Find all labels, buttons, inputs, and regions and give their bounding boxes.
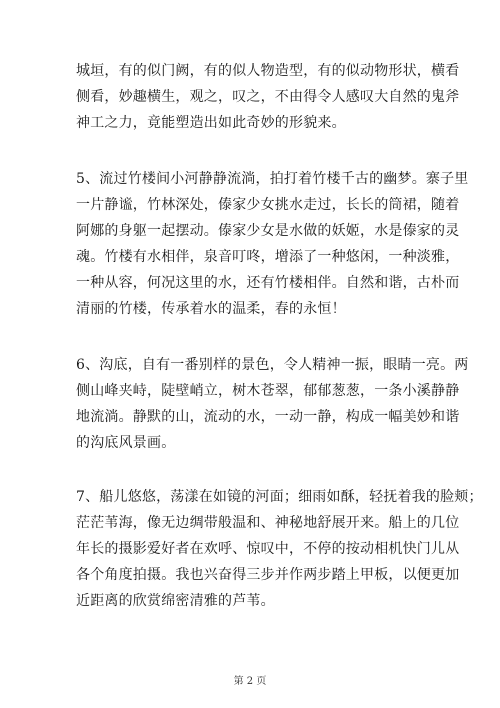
paragraph-7 (76, 484, 483, 614)
text-line: 神工之力，竟能塑造出如此奇妙的形貌来。 (76, 115, 346, 131)
paragraph-continuation (76, 58, 460, 136)
text-line: 茫茫苇海，像无边绸带般温和、神秘地舒展开来。船上的几位 (76, 515, 460, 531)
text-line: 的沟底风景画。 (76, 435, 176, 451)
paragraph-5 (76, 166, 469, 322)
text-line: 7、船儿悠悠，荡漾在如镜的河面；细雨如酥，轻抚着我的脸颊； (76, 489, 483, 505)
text-line: 城垣，有的似门阙，有的似人物造型，有的似动物形状，横看 (76, 63, 460, 79)
text-line: 阿娜的身躯一起摆动。傣家少女是水做的妖姬，水是傣家的灵 (76, 223, 460, 239)
text-line: 一片静谧，竹林深处，傣家少女挑水走过，长长的筒裙，随着 (76, 197, 460, 213)
text-line: 侧山峰夹峙，陡壁峭立，树木苍翠，郁郁葱葱，一条小溪静静 (76, 383, 460, 399)
text-line: 地流淌。静默的山，流动的水，一动一静，构成一幅美妙和谐 (76, 409, 460, 425)
text-line: 近距离的欣赏绵密清雅的芦苇。 (76, 593, 275, 609)
text-line: 5、流过竹楼间小河静静流淌，拍打着竹楼千古的幽梦。寨子里 (76, 171, 469, 187)
text-line: 侧看，妙趣横生，观之，叹之，不由得令人感叹大自然的鬼斧 (76, 89, 460, 105)
text-line: 各个角度拍摄。我也兴奋得三步并作两步踏上甲板，以便更加 (76, 567, 460, 583)
paragraph-6 (76, 352, 469, 456)
text-line: 魂。竹楼有水相伴，泉音叮咚，增添了一种悠闲，一种淡雅， (76, 249, 460, 265)
text-line: 6、沟底，自有一番别样的景色，令人精神一振，眼睛一亮。两 (76, 357, 469, 373)
text-line: 年长的摄影爱好者在欢呼、惊叹中，不停的按动相机快门儿从 (76, 541, 460, 557)
page-number: 第 2 页 (233, 676, 267, 687)
text-line: 清丽的竹楼，传承着水的温柔，春的永恒！ (76, 301, 346, 317)
text-line: 一种从容，何况这里的水，还有竹楼相伴。自然和谐，古朴而 (76, 275, 460, 291)
